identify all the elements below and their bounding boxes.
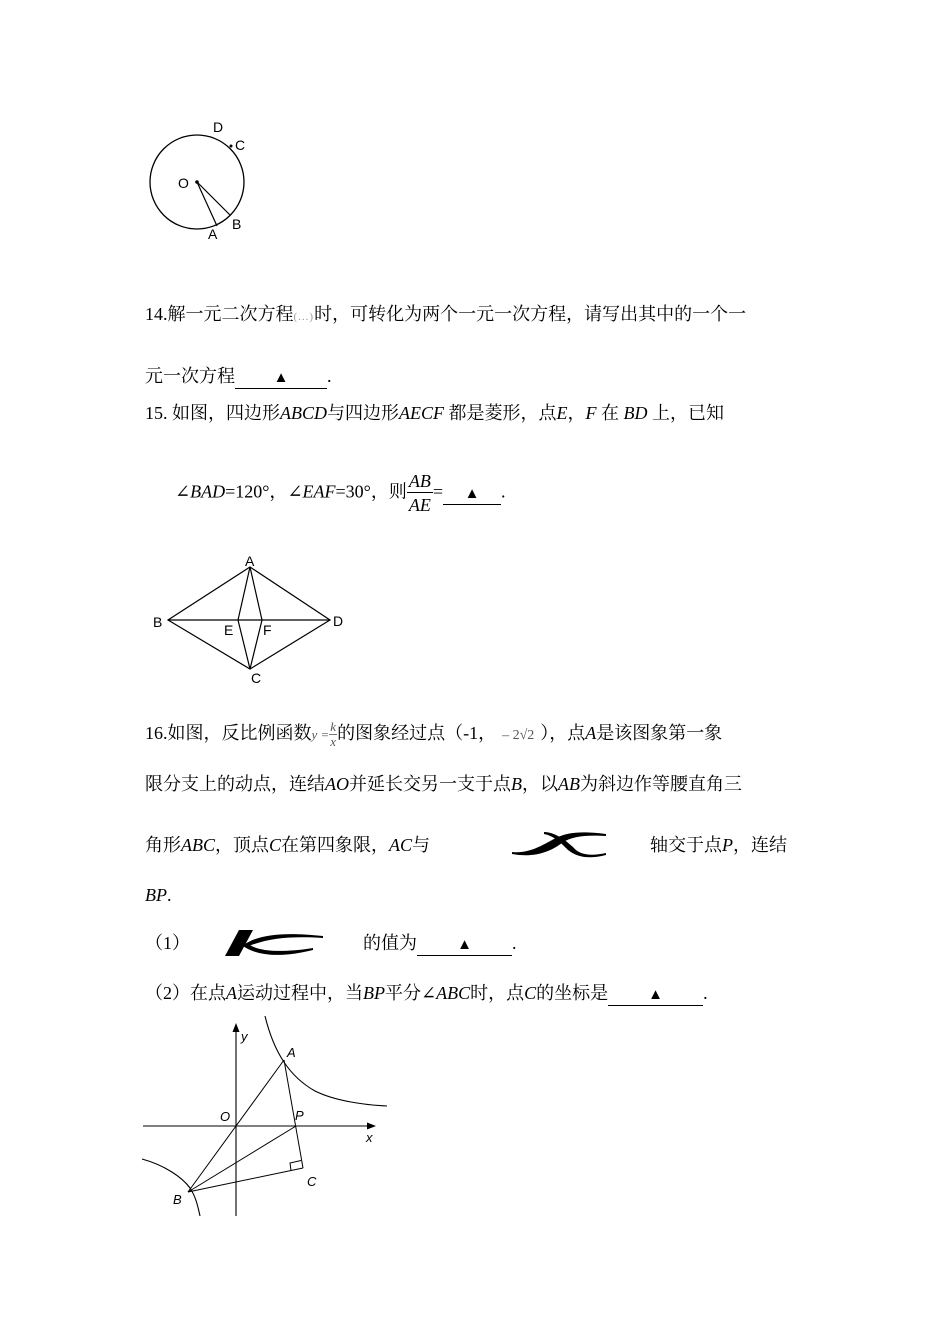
q16-sub1-blank	[417, 933, 512, 956]
q16-sub2-blank	[608, 983, 703, 1006]
label-a: A	[287, 1045, 296, 1060]
q16-sub1-tail	[363, 931, 517, 956]
q16-func-den: x	[330, 734, 337, 750]
q16-p: P	[722, 835, 733, 855]
q16-t4: 是该图象第一象	[596, 723, 723, 743]
q15-aecf: AECF	[399, 403, 444, 423]
label-o: O	[178, 175, 189, 191]
q16-sub2-a: A	[226, 983, 237, 1003]
x-letter-glyph	[510, 830, 610, 860]
coordinate-figure	[140, 1013, 390, 1218]
q16-ac: AC	[389, 835, 413, 855]
label-e: E	[224, 622, 234, 638]
point-o	[195, 180, 199, 184]
q16-t2: 的图象经过点（-1，	[337, 723, 497, 743]
q16-line-3	[145, 833, 430, 857]
label-o: O	[220, 1109, 231, 1124]
q16-sub1-label: （1）	[145, 933, 190, 953]
q14-text-a: 解一元二次方程	[167, 304, 294, 324]
q15-t2: 与四边形	[327, 403, 399, 423]
q16-bp: BP	[145, 885, 167, 905]
q16-line2-d: 为斜边作等腰直角三	[580, 774, 742, 794]
label-d: D	[333, 613, 344, 629]
q16-sub2-angle: ∠ABC	[421, 983, 471, 1003]
q16-sub2-b: 运动过程中，当	[237, 983, 363, 1003]
q15-line-1	[145, 401, 724, 425]
q16-sub2-label: （2）在点	[145, 983, 226, 1003]
q16-ao: AO	[325, 774, 349, 794]
q16-line2-a: 限分支上的动点，连结	[145, 774, 325, 794]
q16-sub1-mark: ▲	[457, 937, 472, 953]
label-y: y	[241, 1029, 248, 1044]
rhombus-aecf	[238, 567, 262, 669]
q14-text-b: 时，可转化为两个一元一次方程，请写出其中的一个一	[314, 304, 747, 324]
q15-abcd: ABCD	[280, 403, 327, 423]
q15-e: E	[556, 403, 568, 423]
q16-func-lhs: y =	[311, 727, 330, 742]
q15-bd: BD	[623, 403, 648, 423]
q16-line-2	[145, 772, 742, 796]
circle-figure	[140, 115, 250, 245]
q16-sub2-bp: BP	[363, 983, 385, 1003]
q16-point-y: – 2√2	[502, 728, 535, 743]
q16-ab: AB	[558, 774, 580, 794]
segment-ob	[197, 182, 230, 215]
q16-t1: 如图，反比例函数	[167, 723, 312, 743]
q15-t3: 都是菱形，点	[448, 403, 557, 423]
q15-answer-mark: ▲	[464, 485, 480, 502]
q16-line-4	[145, 883, 172, 907]
q16-line3-e: 轴交于点	[650, 835, 722, 855]
q16-sub2-d: 时，点	[470, 983, 525, 1003]
label-f: F	[263, 622, 272, 638]
q14-answer-mark: ▲	[273, 370, 289, 386]
q15-frac-den: AE	[408, 495, 431, 515]
q14-number: 14.	[145, 304, 168, 324]
q16-func-frac	[329, 720, 337, 749]
q16-number: 16.	[145, 723, 168, 743]
q14-text-c: 元一次方程	[145, 366, 235, 386]
point-c	[230, 145, 233, 148]
segment-bc	[188, 1168, 303, 1192]
label-a: A	[208, 226, 218, 242]
q16-line-1	[145, 719, 722, 750]
q15-t4: 在	[601, 403, 619, 423]
q16-line4-end: .	[167, 885, 172, 905]
q15-end: .	[501, 481, 506, 502]
q16-line3-f: ，连结	[733, 835, 787, 855]
q15-eaf-val: =30°，则	[335, 481, 407, 502]
q14-answer-blank	[235, 366, 327, 389]
rhombus-abcd	[168, 567, 330, 669]
q15-line-2	[175, 470, 506, 517]
q16-sub1	[145, 931, 190, 955]
label-a: A	[245, 553, 255, 569]
q14-line-2	[145, 364, 332, 389]
q16-sub2-e: 的坐标是	[536, 983, 609, 1003]
y-axis-arrow	[233, 1023, 240, 1032]
k-letter-glyph	[225, 928, 325, 958]
q16-func-num: k	[330, 719, 337, 735]
label-b: B	[232, 216, 242, 232]
q16-sub2-end: .	[703, 983, 708, 1003]
q16-sub2	[145, 981, 708, 1006]
q16-sub2-c: 平分	[385, 983, 421, 1003]
q15-bad-val: =120°，	[225, 481, 288, 502]
segment-oa	[197, 182, 217, 226]
q16-line3-b: ，顶点	[215, 835, 269, 855]
q16-c: C	[269, 835, 282, 855]
q15-comma: ，	[567, 403, 586, 423]
q16-a: A	[585, 723, 597, 743]
q15-angle-eaf: ∠EAF	[287, 481, 336, 502]
label-c: C	[235, 137, 246, 153]
q15-number: 15.	[145, 403, 168, 423]
q15-angle-bad: ∠BAD	[175, 481, 226, 502]
q14-line-1	[145, 302, 746, 329]
q16-abc: ABC	[181, 835, 215, 855]
label-d: D	[213, 119, 224, 135]
q15-fraction	[407, 470, 433, 517]
label-p: P	[295, 1108, 304, 1123]
q15-eq: =	[432, 481, 444, 502]
q16-line2-c: ，以	[522, 774, 558, 794]
label-b: B	[153, 614, 163, 630]
q16-line2-b: 并延长交另一支于点	[349, 774, 511, 794]
label-x: x	[366, 1130, 373, 1145]
q16-sub2-mark: ▲	[648, 987, 664, 1003]
q16-sub2-cc: C	[524, 983, 537, 1003]
rhombus-figure	[150, 555, 360, 685]
q14-equation-placeholder: (...)	[293, 311, 315, 323]
q16-b: B	[511, 774, 522, 794]
q15-answer-blank	[443, 482, 501, 505]
q16-sub1-end: .	[512, 933, 517, 953]
label-c: C	[251, 670, 262, 686]
label-c: C	[307, 1174, 317, 1189]
q15-t1: 如图，四边形	[172, 403, 280, 423]
q16-line3-a: 角形	[145, 835, 181, 855]
q15-f: F	[585, 403, 597, 423]
q16-t3: ），点	[540, 723, 586, 743]
q16-line-3b	[650, 833, 787, 857]
q16-sub1-text: 的值为	[363, 933, 417, 953]
q14-end: .	[327, 366, 332, 386]
x-axis-arrow	[367, 1123, 376, 1130]
q15-t5: 上，已知	[652, 403, 724, 423]
q16-line3-c: 在第四象限，	[281, 835, 390, 855]
q15-frac-num: AB	[408, 471, 431, 491]
label-b: B	[173, 1192, 182, 1207]
segment-bp	[188, 1126, 296, 1192]
q16-line3-d: 与	[412, 835, 431, 855]
